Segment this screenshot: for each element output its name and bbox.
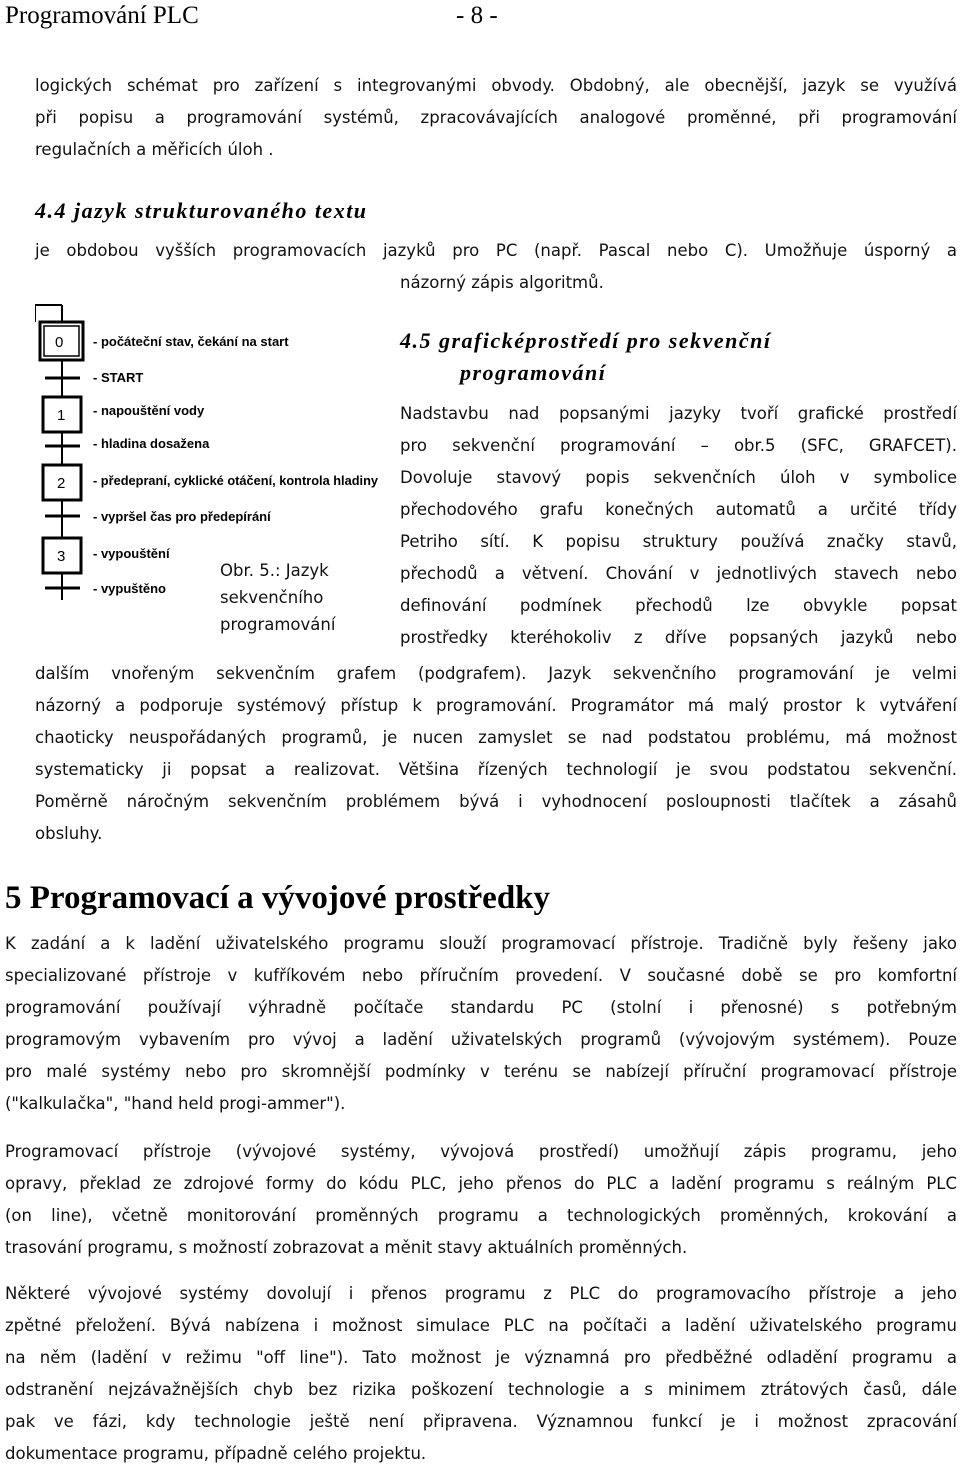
text-line: je obdobou vyšších programovacích jazyků pro PC (např. Pascal nebo C). Umožňuje úsporný a — [35, 241, 957, 260]
sfc-step-2-number: 2 — [57, 475, 66, 492]
chapter-heading-5: 5 Programovací a vývojové prostředky — [5, 880, 551, 916]
text-line: K zadání a k ladění uživatelského programu slouží programovací přístroje. Tradičně byly řešeny jako — [5, 934, 957, 953]
text-line: logických schémat pro zařízení s integrovanými obvody. Obdobný, ale obecnější, jazyk se využívá — [35, 76, 957, 95]
text-line: Nadstavbu nad popsanými jazyky tvoří grafické prostředí — [400, 404, 957, 423]
text-line: Petriho sítí. K popisu struktury používá značky stavů, — [400, 532, 957, 551]
text-line: při popisu a programování systémů, zpracovávajících analogové proměnné, při programování — [35, 108, 957, 127]
page-number: - 8 - — [456, 2, 498, 29]
sfc-label: - vypuštěno — [93, 581, 166, 596]
section-5-paragraph-1 — [5, 928, 957, 1120]
sfc-label: - vypouštění — [93, 546, 170, 561]
text-line: programování používají výhradně počítače standardu PC (stolní i přenosné) s potřebným — [5, 998, 957, 1017]
text-line: Dovoluje stavový popis sekvenčních úloh v symbolice — [400, 468, 957, 487]
text-line: přechodového grafu konečných automatů a určité třídy — [400, 500, 957, 519]
text-line: pro sekvenční programování – obr.5 (SFC, GRAFCET). — [400, 436, 957, 455]
caption-line: programování — [220, 615, 336, 634]
text-line: Programovací přístroje (vývojové systémy, vývojová prostředí) umožňují zápis programu, jeho — [5, 1142, 957, 1161]
text-line: prostředky kteréhokoliv z dříve popsaných jazyků nebo — [400, 628, 957, 647]
sfc-label: - napouštění vody — [93, 403, 205, 418]
text-line: názorný zápis algoritmů. — [400, 273, 604, 292]
section-heading-4-5-cont: programování — [460, 360, 607, 385]
section-heading-4-5: 4.5 graficképrostředí pro sekvenční — [400, 328, 772, 353]
text-line: pak ve fázi, kdy technologie ještě není připravena. Významnou funkcí je i možnost zpracování — [5, 1412, 957, 1431]
text-line: trasování programu, s možností zobrazovat a měnit stavy aktuálních proměnných. — [5, 1238, 688, 1257]
sfc-step-1-number: 1 — [57, 407, 66, 424]
text-line: specializované přístroje v kufříkovém nebo příručním provedení. V současné době se pro komfortní — [5, 966, 957, 985]
section-5-paragraph-3 — [5, 1278, 957, 1470]
figure-caption — [220, 557, 335, 638]
section-4-4-paragraph-cont — [400, 267, 957, 299]
text-line: systematicky ji popsat a realizovat. Většina řízených technologií je svou podstatou sekvenční. — [35, 760, 957, 779]
text-line: dalším vnořeným sekvenčním grafem (podgrafem). Jazyk sekvenčního programování je velmi — [35, 664, 957, 683]
intro-paragraph — [35, 70, 957, 166]
text-line: přechodů a větvení. Chování v jednotlivých stavech nebo — [400, 564, 957, 583]
sfc-step-0-number: 0 — [55, 334, 64, 351]
text-line: dokumentace programu, případně celého projektu. — [5, 1444, 427, 1463]
sfc-label: - START — [93, 370, 144, 385]
text-line: programovým vybavením pro vývoj a ladění uživatelských programů (vývojovým systémem). Pouze — [5, 1030, 957, 1049]
text-line: pro malé systémy nebo pro skromnější podmínky v terénu se nabízejí příruční programovací přístroje — [5, 1062, 957, 1081]
text-line: definování podmínek přechodů lze obvykle popsat — [400, 596, 957, 615]
text-line: na něm (ladění v režimu "off line"). Tato možnost je významná pro předběžné odladění programu a — [5, 1348, 957, 1367]
text-line: odstranění nejzávažnějších chyb bez rizika poškození technologie a s minimem ztrátových časů, dále — [5, 1380, 957, 1399]
text-line: (on line), včetně monitorování proměnných programu a technologických proměnných, krokování a — [5, 1206, 957, 1225]
section-4-5-side-paragraph — [400, 398, 957, 654]
text-line: Poměrně náročným sekvenčním problémem bývá i vyhodnocení posloupnosti tlačítek a zásahů — [35, 792, 957, 811]
running-header-title: Programování PLC — [5, 2, 199, 29]
text-line: ("kalkulačka", "hand held progi-ammer"). — [5, 1094, 346, 1113]
sfc-label: - předepraní, cyklické otáčení, kontrola hladiny — [93, 473, 379, 488]
sfc-step-3-number: 3 — [57, 548, 66, 565]
text-line: regulačních a měřicích úloh . — [35, 140, 274, 159]
section-heading-4-4: 4.4 jazyk strukturovaného textu — [35, 198, 368, 223]
caption-line: sekvenčního — [220, 588, 324, 607]
text-line: opravy, překlad ze zdrojové formy do kódu PLC, jeho přenos do PLC a ladění programu s reálným PLC — [5, 1174, 957, 1193]
text-line: obsluhy. — [35, 824, 103, 843]
section-5-paragraph-2 — [5, 1136, 957, 1264]
text-line: Některé vývojové systémy dovolují i přenos programu z PLC do programovacího přístroje a jeho — [5, 1284, 957, 1303]
text-line: názorný a podporuje systémový přístup k programování. Programátor má malý prostor k vytváření — [35, 696, 957, 715]
section-4-4-paragraph — [35, 235, 957, 267]
caption-line: Obr. 5.: Jazyk — [220, 561, 329, 580]
section-4-5-full-paragraph — [35, 658, 957, 850]
sfc-label: - vypršel čas pro předepírání — [93, 509, 271, 524]
sfc-label: - počáteční stav, čekání na start — [93, 334, 289, 349]
text-line: chaoticky neuspořádaných programů, je nucen zamyslet se nad podstatou problému, má možnost — [35, 728, 957, 747]
sfc-label: - hladina dosažena — [93, 436, 210, 451]
text-line: zpětné přeložení. Bývá nabízena i možnost simulace PLC na počítači a ladění uživatelského programu — [5, 1316, 957, 1335]
